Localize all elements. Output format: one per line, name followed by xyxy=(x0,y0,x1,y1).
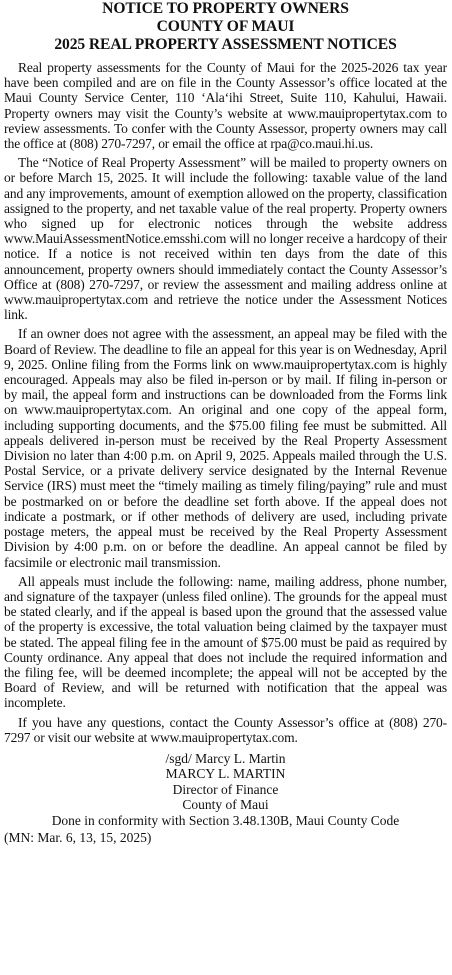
paragraph-appeal-requirements: All appeals must include the following: name, mailing address, phone number, and signature of the taxpayer (unless filed online). The grounds for the appeal must be stated clearly, and if the appeal is based upon the ground that the assessed value of the property is excessive, the total valuation being claimed by the taxpayer must be stated. The appeal filing fee in the amount of $75.00 must be paid as required by County ordinance. Any appeal that does not include the required information and the filing fee, will be deemed incomplete; the appeal will not be accepted by the Board of Review, and will be returned with notification that the appeal was incomplete. xyxy=(4,573,447,711)
signature-org: County of Maui xyxy=(182,797,269,813)
signature-block xyxy=(4,751,447,828)
paragraph-assessments-on-file: Real property assessments for the County of Maui for the 2025-2026 tax year have been compiled and are on file in the County Assessor’s office located at the Maui County Service Center, 110 ‘Ala‘ihi Street, Suite 110, Kahului, Hawaii. Property owners may visit the County’s website at www.mauipropertytax.com to review assessments. To confer with the County Assessor, property owners may call the office at (808) 270-7297, or email the office at rpa@co.maui.hi.us. xyxy=(4,60,447,152)
notice-subtitle: 2025 REAL PROPERTY ASSESSMENT NOTICES xyxy=(54,36,397,53)
signature-conformity: Done in conformity with Section 3.48.130B, Maui County Code xyxy=(51,812,400,828)
signature-name: MARCY L. MARTIN xyxy=(165,766,286,782)
signature-title: Director of Finance xyxy=(172,781,279,797)
paragraph-appeal-filing: If an owner does not agree with the assessment, an appeal may be filed with the Board of Review. The deadline to file an appeal for this year is on Wednesday, April 9, 2025. Online filing from the Forms link on www.mauipropertytax.com is highly encouraged. Appeals may also be filed in-person or by mail. If filing in-person or by mail, the appeal form and instructions can be downloaded from the Forms link on www.mauipropertytax.com. An original and one copy of the appeal form, including supporting documents, and the $75.00 filing fee must be submitted. All appeals delivered in-person must be received by the Real Property Assessment Division no later than 4:00 p.m. on April 9, 2025. Appeals mailed through the U.S. Postal Service, or a private delivery service designated by the Internal Revenue Service (IRS) must meet the “timely mailing as timely filing/paying” rule and must be postmarked on or before the deadline set forth above. If the appeal does not indicate a postmark, or if other methods of delivery are used, including private postage meters, the appeal must be received by the Real Property Assessment Division by 4:00 p.m. on or before the deadline. An appeal cannot be filed by facsimile or electronic mail transmission. xyxy=(4,326,447,570)
notice-county: COUNTY OF MAUI xyxy=(156,18,295,35)
signature-sgd: /sgd/ Marcy L. Martin xyxy=(165,750,286,766)
notice-title: NOTICE TO PROPERTY OWNERS xyxy=(102,0,349,17)
paragraph-questions: If you have any questions, contact the County Assessor’s office at (808) 270-7297 or visit our website at www.mauipropertytax.com. xyxy=(4,714,447,745)
publication-dates: (MN: Mar. 6, 13, 15, 2025) xyxy=(4,829,152,845)
paragraph-notice-mailing: The “Notice of Real Property Assessment” will be mailed to property owners on or before March 15, 2025. It will include the following: taxable value of the land and any improvements, amount of exemption allowed on the property, classification assigned to the property, and net taxable value of the real property. Property owners who signed up for electronic notices through the website address www.MauiAssessmentNotice.emsshi.com will no longer receive a hardcopy of their notice. If a notice is not received within ten days from the date of this announcement, property owners should immediately contact the County Assessor’s Office at (808) 270-7297, or review the assessment and mailing address online at www.mauipropertytax.com and retrieve the notice under the Assessment Notices link. xyxy=(4,155,447,323)
